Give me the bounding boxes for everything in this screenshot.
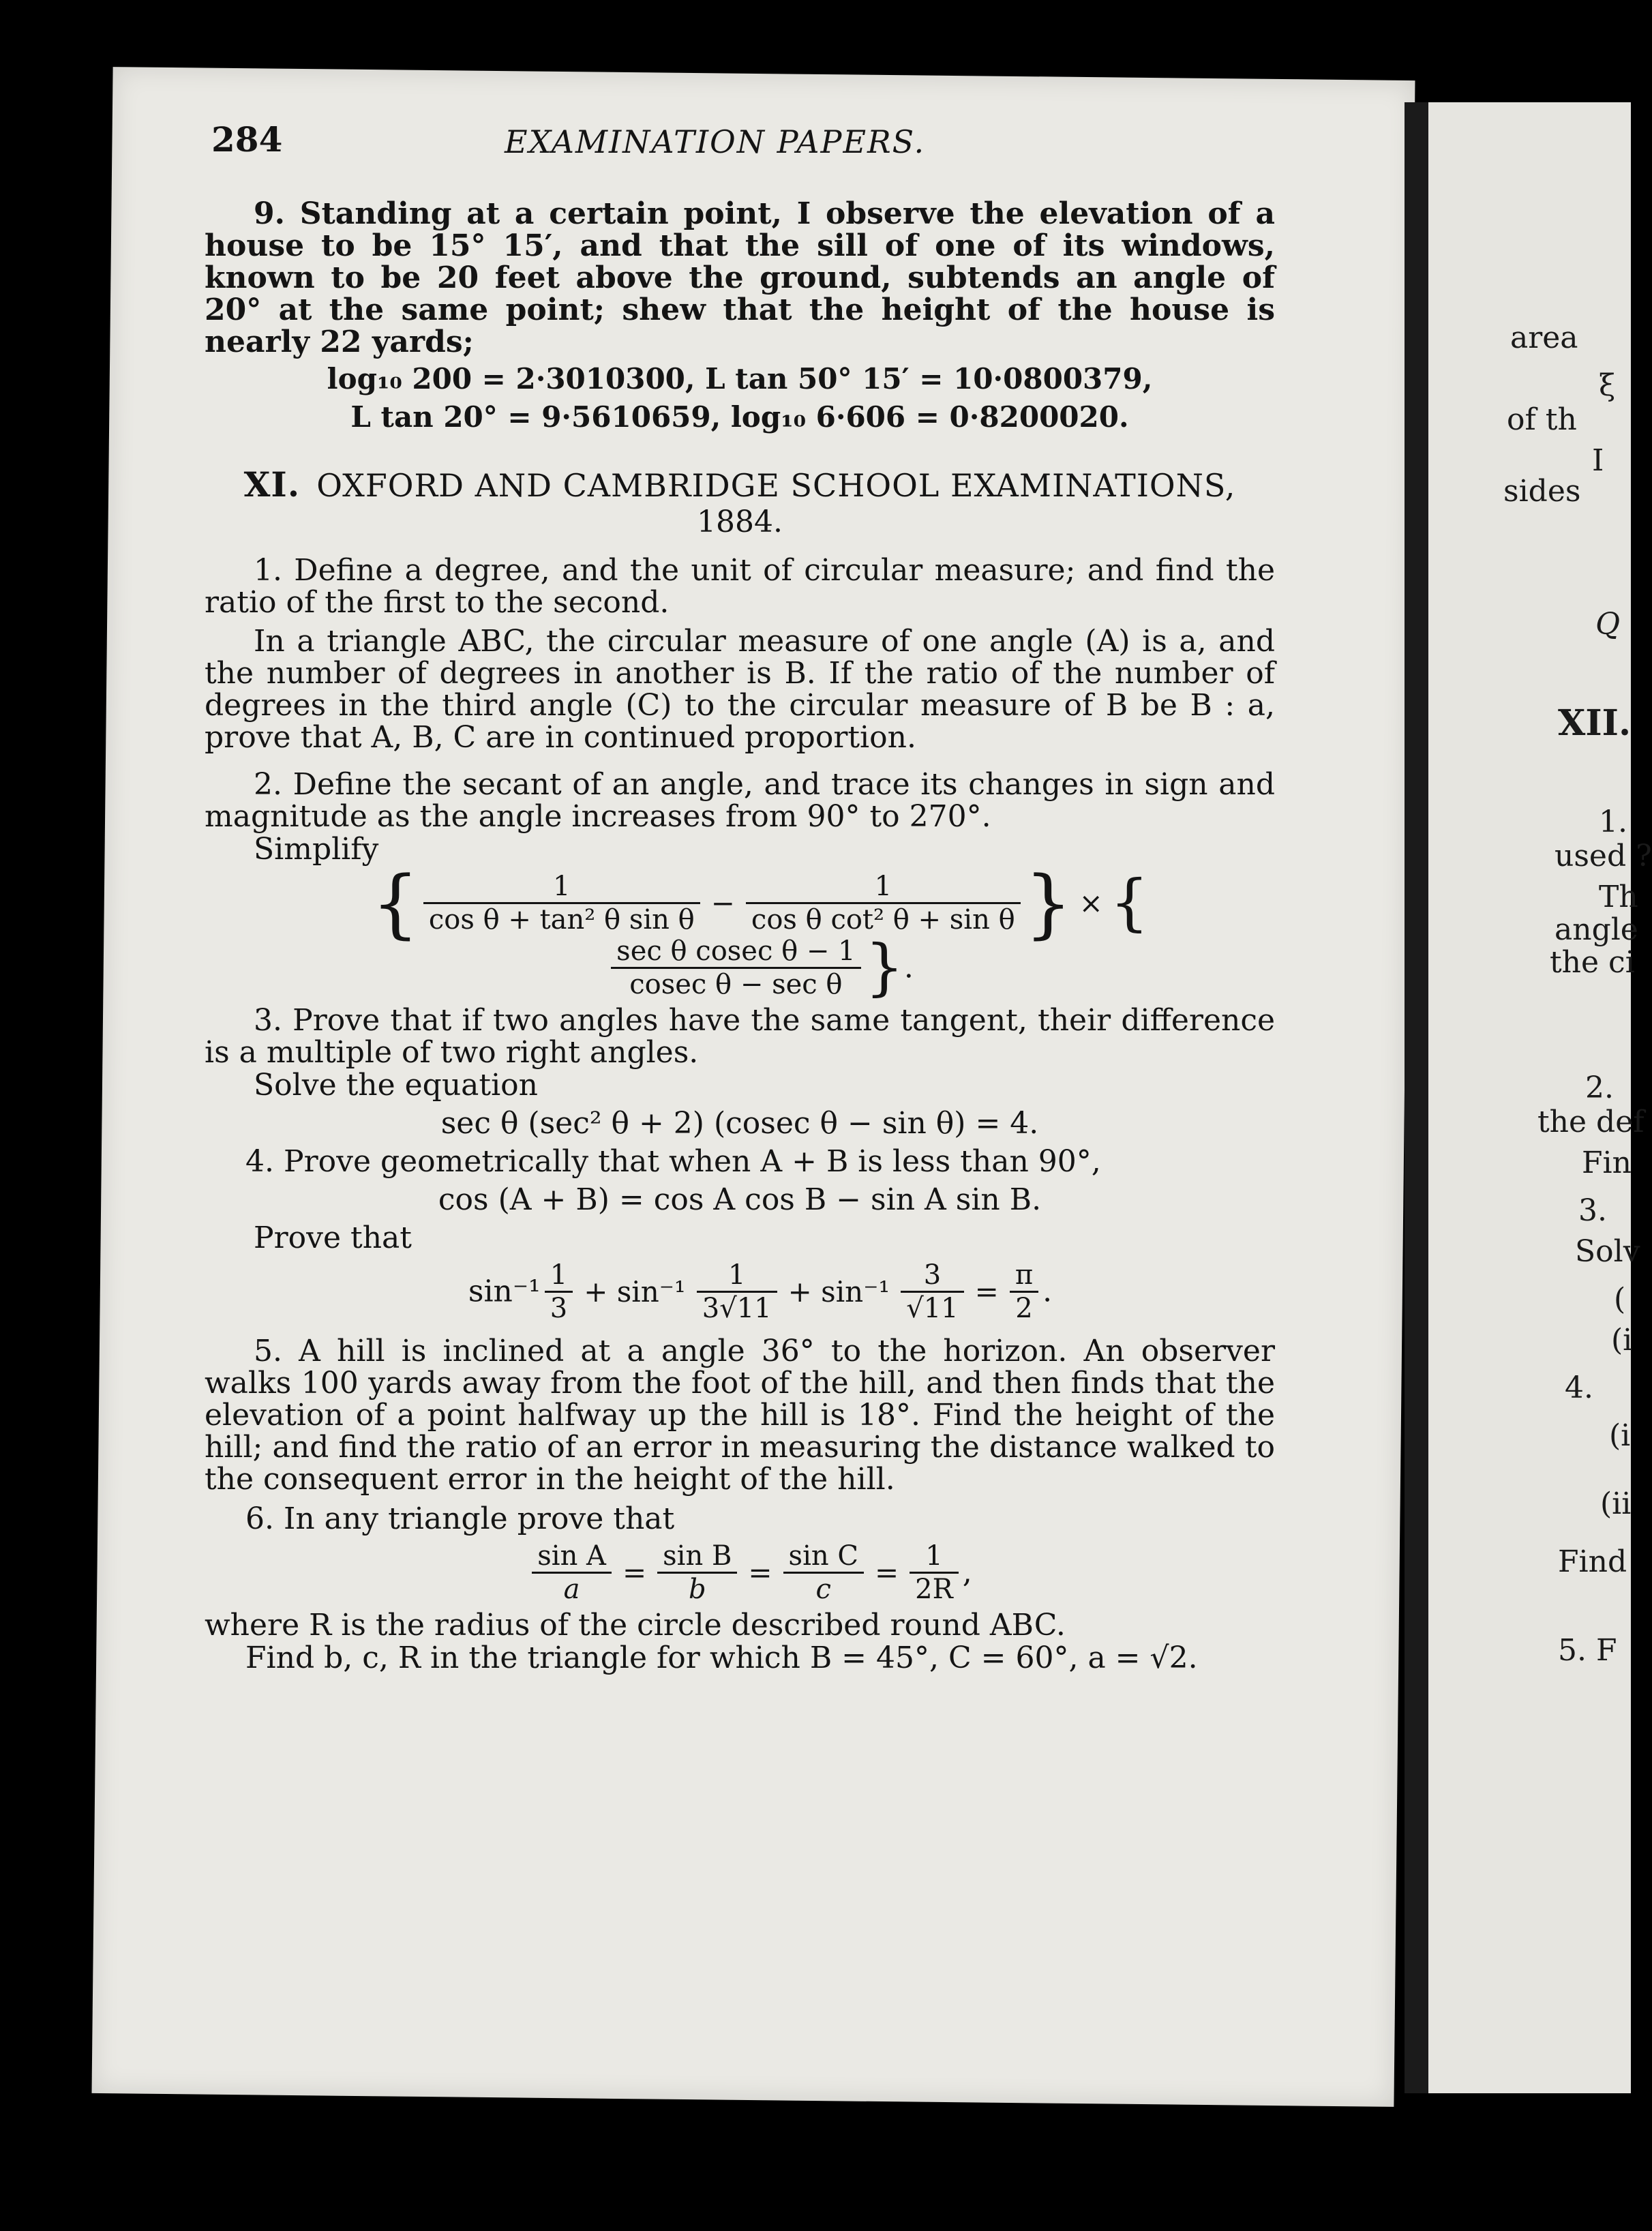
right-brace: } [865, 931, 904, 1004]
facing-fragment: 2. [1585, 1070, 1614, 1105]
facing-fragment: ξ [1599, 368, 1616, 403]
question-6-where: where R is the radius of the circle described round ABC. [205, 1608, 1066, 1643]
section-heading [205, 464, 1275, 505]
simplify-label: Simplify [254, 832, 379, 867]
left-brace: { [371, 859, 419, 947]
facing-fragment: of th [1507, 402, 1577, 437]
sine-rule: $\frac{\text{sin A}}{a}$ = $\frac{\text{sin B}}{b}$ = $\frac{\text{sin C}}{c}$ = $\frac{1}{2R}$ , [225, 1540, 1275, 1605]
facing-fragment: 4. [1565, 1371, 1593, 1405]
question-3: 3. Prove that if two angles have the same tangent, their difference is a multiple of two right angles. [205, 1003, 1275, 1070]
facing-fragment: 5. F [1558, 1633, 1617, 1668]
facing-fragment: Fin [1582, 1146, 1632, 1180]
facing-fragment: XII. [1558, 702, 1632, 744]
solve-label: Solve the equation [254, 1068, 538, 1103]
question-1: 1. Define a degree, and the unit of circular measure; and find the ratio of the first to the second. [205, 553, 1275, 620]
question-9: 9. Standing at a certain point, I observe the elevation of a house to be 15° 15′, and that the sill of one of its windows, known to be 20 feet above the ground, subtends an angle of 20° at the same point; shew that the height of the house is nearly 22 yards; [205, 196, 1275, 359]
simplify-expression: { $\frac{1}{\text{cos θ + tan² θ sin θ}}$ − $\frac{1}{\text{cos θ cot² θ + sin θ}}$ } × { $\frac{\text{sec θ cosec θ − 1}}{\text{cosec θ − sec θ}}$ }. [371, 859, 1150, 1004]
page-body [205, 198, 1275, 1675]
section-number: XI. [243, 464, 301, 505]
fraction: $\frac{\pi}{2}$ [1010, 1259, 1038, 1324]
facing-fragment: the ci [1550, 945, 1635, 980]
question-6-find: Find b, c, R in the triangle for which B = 45°, C = 60°, a = √2. [245, 1641, 1198, 1675]
fraction: $\frac{\text{sec θ cosec θ − 1}}{\text{cosec θ − sec θ}}$ [611, 935, 860, 1000]
facing-fragment: Find [1558, 1544, 1627, 1579]
question-1-part-2: In a triangle ABC, the circular measure of one angle (A) is a, and the number of degrees in another is B. If the ratio of the number of degrees in the third angle (C) to the circular measure of B be B : a, prove that A, B, C are in continued proportion. [205, 624, 1275, 755]
inverse-sine-identity: sin⁻¹ $\frac{1}{3}$ + sin⁻¹ $\frac{1}{3√11}$ + sin⁻¹ $\frac{3}{√11}$ = $\frac{\pi}{2}$ . [468, 1259, 1053, 1324]
log-values-line-1: log₁₀ 200 = 2·3010300, L tan 50° 15′ = 10·0800379, [327, 362, 1153, 395]
facing-fragment: sides [1503, 474, 1581, 509]
facing-fragment: area [1510, 320, 1578, 355]
question-2: 2. Define the secant of an angle, and trace its changes in sign and magnitude as the angle increases from 90° to 270°. [205, 767, 1275, 834]
running-title: EXAMINATION PAPERS. [505, 123, 926, 160]
facing-fragment: (i [1609, 1418, 1631, 1453]
facing-page [1428, 102, 1652, 2093]
fraction: $\frac{\text{sin B}}{b}$ [657, 1540, 737, 1605]
fraction: $\frac{1}{3√11}$ [697, 1259, 777, 1324]
section-title: OXFORD AND CAMBRIDGE SCHOOL EXAMINATIONS, [316, 467, 1236, 504]
facing-fragment: used ? [1555, 839, 1652, 873]
facing-fragment: (i [1611, 1323, 1633, 1358]
fraction: $\frac{1}{\text{cos θ + tan² θ sin θ}}$ [423, 871, 700, 935]
equation-4: cos (A + B) = cos A cos B − sin A sin B. [438, 1182, 1042, 1217]
facing-fragment: I [1592, 443, 1604, 478]
equation-3: sec θ (sec² θ + 2) (cosec θ − sin θ) = 4. [440, 1106, 1039, 1141]
facing-fragment: Th [1599, 880, 1638, 914]
fraction: $\frac{\text{sin C}}{c}$ [783, 1540, 864, 1605]
fraction: $\frac{\text{sin A}}{a}$ [532, 1540, 612, 1605]
left-brace: { [1109, 867, 1150, 939]
facing-fragment: 3. [1578, 1193, 1607, 1228]
right-brace: } [1024, 859, 1072, 947]
log-values-line-2: L tan 20° = 9·5610659, log₁₀ 6·606 = 0·8200020. [350, 400, 1129, 434]
facing-fragment: the def [1537, 1105, 1645, 1139]
fraction: $\frac{1}{2R}$ [910, 1540, 959, 1605]
facing-fragment: ( [1614, 1282, 1626, 1317]
question-4: 4. Prove geometrically that when A + B is less than 90°, [245, 1144, 1101, 1179]
section-year: 1884. [697, 505, 783, 539]
question-6: 6. In any triangle prove that [245, 1501, 675, 1536]
question-5: 5. A hill is inclined at a angle 36° to the horizon. An observer walks 100 yards away from the foot of the hill, and then finds that the elevation of a point halfway up the hill is 18°. Find the height of the hill; and find the ratio of an error in measuring the distance walked to the consequent error in the height of the hill. [205, 1334, 1275, 1497]
page-number: 284 [211, 119, 283, 160]
facing-fragment: (ii [1600, 1486, 1632, 1521]
fraction: $\frac{1}{\text{cos θ cot² θ + sin θ}}$ [746, 871, 1021, 935]
running-head [211, 119, 1261, 167]
facing-fragment: 1. [1599, 805, 1627, 839]
facing-fragment: Solv [1575, 1234, 1640, 1269]
facing-fragment: angle [1555, 912, 1638, 947]
prove-label: Prove that [254, 1221, 412, 1255]
facing-fragment: Q [1595, 607, 1621, 642]
fraction: $\frac{3}{√11}$ [901, 1259, 963, 1324]
fraction: $\frac{1}{3}$ [545, 1259, 573, 1324]
